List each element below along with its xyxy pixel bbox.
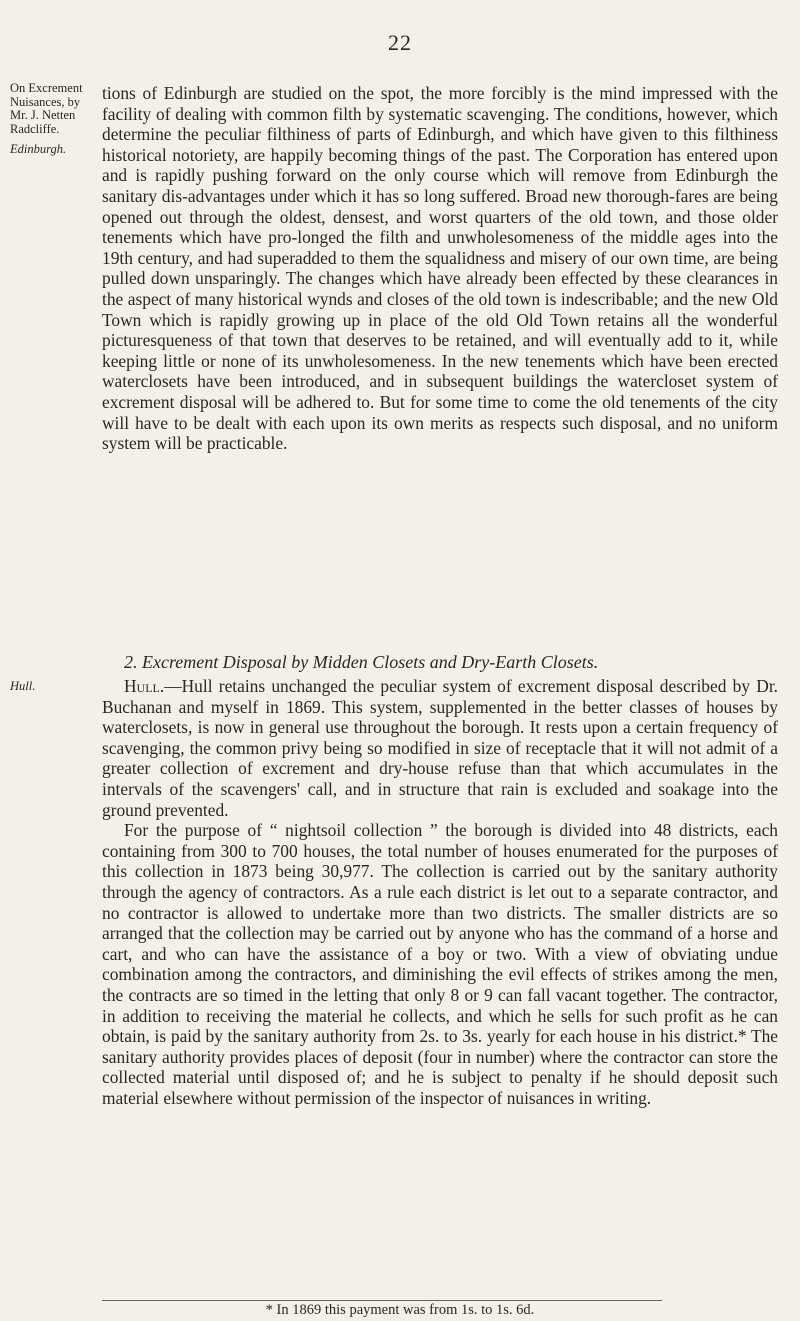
section2-heading: 2. Excrement Disposal by Midden Closets and Dry-Earth Closets.: [124, 652, 599, 672]
paragraph-hull-1-text: —Hull retains unchanged the peculiar system of excrement disposal described by Dr. Buchanan and myself in 1869. This system, supplemented in the better classes of houses by waterclosets, is now in general use throughout the borough. It rests upon a certain frequency of scavenging, the common privy being so modified in size of receptacle that it will not admit of a greater collection of excrement and dry-house refuse than that which accumulates in the intervals of the scavengers' call, and in structure that rain is excluded and soakage into the ground prevented.: [102, 676, 778, 820]
paragraph-hull-1: [102, 676, 778, 820]
footnote-rule: [102, 1300, 662, 1301]
sidenote-hull: Hull.: [10, 679, 36, 693]
sidenote-section-title: [10, 82, 88, 136]
footnote: * In 1869 this payment was from 1s. to 1s. 6d.: [265, 1302, 535, 1318]
sidenote-edinburgh: Edinburgh.: [10, 142, 67, 156]
section2-body: [102, 676, 778, 1108]
section1-body: [102, 83, 778, 454]
page-number: 22: [388, 30, 412, 55]
paragraph-edinburgh: tions of Edinburgh are studied on the spot, the more forcibly is the mind impressed with the facility of dealing with common filth by systematic scavenging. The conditions, however, which determine the peculiar filthiness of parts of Edinburgh, and which have given to this filthiness historical notoriety, are happily becoming things of the past. The Corporation has entered upon and is rapidly pushing forward on the only course which will remove from Edinburgh the sanitary dis-advantages under which it has so long suffered. Broad new thorough-fares are being opened out through the oldest, densest, and worst quarters of the old town, and those older tenements which have pro-longed the filth and unwholesomeness of the middle ages into the 19th century, and had superadded to them the squalidness and misery of our own time, are being pulled down unsparingly. The changes which have already been effected by these clearances in the aspect of many historical wynds and closes of the old town is indescribable; and the new Old Town which is rapidly growing up in place of the old Old Town retains all the wonderful picturesqueness of that town that deserves to be retained, and will eventually add to it, while keeping little or none of its unwholesomeness. In the new tenements which have been erected waterclosets have been introduced, and in subsequent buildings the watercloset system of excrement disposal will be adhered to. But for some time to come the old tenements of the city will have to be dealt with each upon its own merits as respects such disposal, and no uniform system will be practicable.: [102, 83, 778, 454]
sidenote-line: Mr. J. Netten: [10, 108, 76, 122]
lead-hull: Hull.: [124, 676, 165, 696]
sidenote-line: Radcliffe.: [10, 121, 60, 136]
sidenote-line: Nuisances, by: [10, 94, 81, 109]
paragraph-hull-2: For the purpose of “ nightsoil collection ” the borough is divided into 48 districts, each containing from 300 to 700 houses, the total number of houses enumerated for the purposes of this collection in 1873 being 30,977. The collection is carried out by the sanitary authority through the agency of contractors. As a rule each district is let out to a separate contractor, and no contractor is allowed to undertake more than two districts. The smaller districts are so arranged that the collection may be carried out by anyone who has the command of a horse and cart, and who can have the assistance of a boy or two. With a view of obviating undue combination among the contractors, and diminishing the evil effects of strikes among the men, the contracts are so timed in the letting that only 8 or 9 can fall vacant together. The contractor, in addition to receiving the material he collects, and which he sells for such profit as he can obtain, is paid by the sanitary authority from 2s. to 3s. yearly for each house in his district.* The sanitary authority provides places of deposit (four in number) where the contractor can store the collected material until disposed of; and he is subject to penalty if he should deposit such material elsewhere without permission of the inspector of nuisances in writing.: [102, 820, 778, 1108]
sidenote-line: On Excrement: [10, 81, 83, 95]
